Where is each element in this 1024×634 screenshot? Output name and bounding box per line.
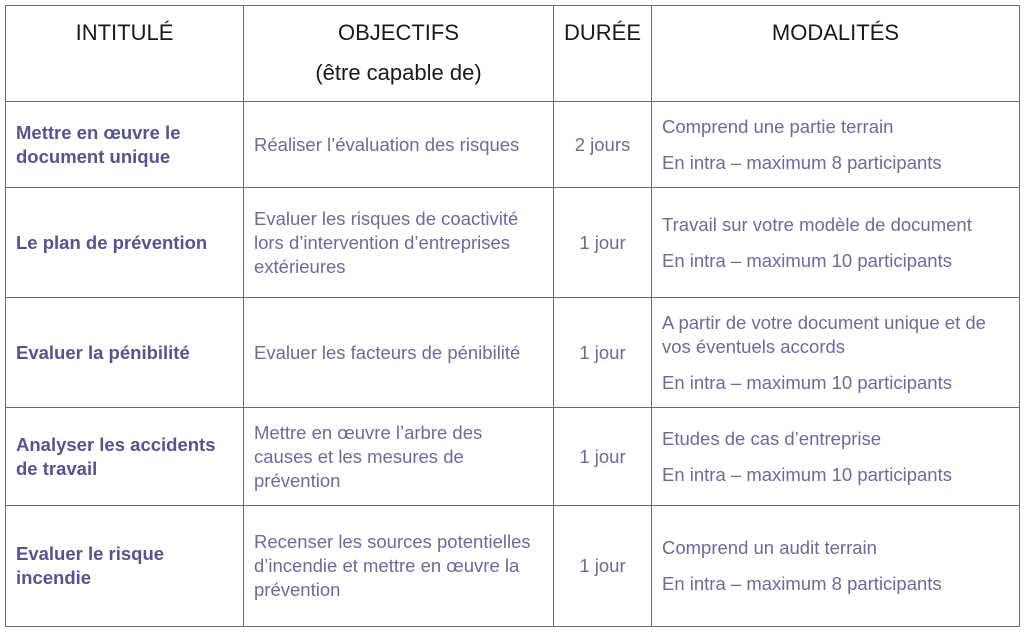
row-modalities	[652, 298, 1020, 408]
row-duration: 1 jour	[554, 506, 652, 627]
header-objectifs	[244, 6, 554, 102]
header-modalites: MODALITÉS	[652, 6, 1020, 102]
modality-line: A partir de votre document unique et de vos éventuels accords	[662, 311, 986, 357]
modality-line: Comprend une partie terrain	[662, 115, 894, 137]
row-title: Evaluer la pénibilité	[6, 298, 244, 408]
row-objective: Evaluer les facteurs de pénibilité	[244, 298, 554, 408]
row-duration: 2 jours	[554, 102, 652, 188]
header-intitule: INTITULÉ	[6, 6, 244, 102]
modality-line: Travail sur votre modèle de document	[662, 213, 972, 235]
row-modalities	[652, 102, 1020, 188]
row-duration: 1 jour	[554, 188, 652, 298]
header-objectifs-sub: (être capable de)	[315, 60, 482, 85]
header-objectifs-label: OBJECTIFS	[337, 20, 459, 45]
row-objective: Recenser les sources potentielles d’incendie et mettre en œuvre la prévention	[244, 506, 554, 627]
modality-line: En intra – maximum 10 participants	[662, 463, 952, 485]
header-row	[6, 6, 1020, 102]
table-row	[6, 408, 1020, 506]
row-title: Evaluer le risque incendie	[6, 506, 244, 627]
row-objective: Mettre en œuvre l’arbre des causes et les mesures de prévention	[244, 408, 554, 506]
table-row	[6, 298, 1020, 408]
row-modalities	[652, 408, 1020, 506]
modality-line: En intra – maximum 10 participants	[662, 249, 952, 271]
modality-line: En intra – maximum 8 participants	[662, 573, 942, 594]
row-title: Le plan de prévention	[6, 188, 244, 298]
row-duration: 1 jour	[554, 408, 652, 506]
training-table	[5, 5, 1020, 627]
modality-line: Comprend un audit terrain	[662, 537, 877, 558]
table-row	[6, 506, 1020, 627]
row-objective: Evaluer les risques de coactivité lors d’intervention d’entreprises extérieures	[244, 188, 554, 298]
modality-line: Etudes de cas d’entreprise	[662, 427, 882, 449]
row-title: Analyser les accidents de travail	[6, 408, 244, 506]
modality-line: En intra – maximum 8 participants	[662, 151, 942, 173]
row-duration: 1 jour	[554, 298, 652, 408]
table-row	[6, 102, 1020, 188]
row-modalities	[652, 506, 1020, 627]
row-objective: Réaliser l’évaluation des risques	[244, 102, 554, 188]
row-title: Mettre en œuvre le document unique	[6, 102, 244, 188]
modality-line: En intra – maximum 10 participants	[662, 371, 952, 393]
header-duree: DURÉE	[554, 6, 652, 102]
table-row	[6, 188, 1020, 298]
row-modalities	[652, 188, 1020, 298]
